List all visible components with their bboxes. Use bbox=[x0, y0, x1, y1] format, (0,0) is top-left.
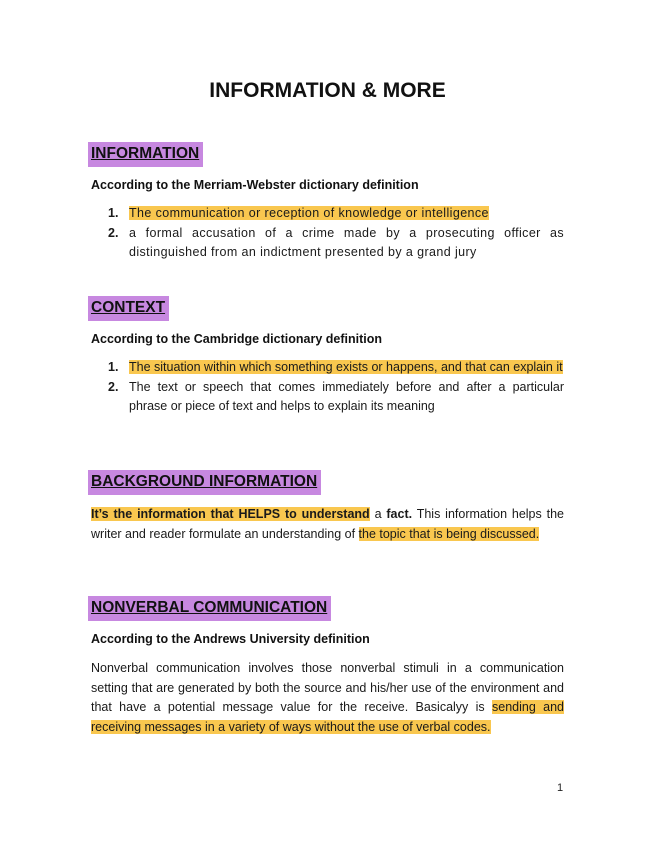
list-item-number: 2. bbox=[108, 379, 119, 394]
list-item bbox=[108, 378, 564, 417]
highlighted-text: sending and receiving messages in a variety of ways without the use of verbal codes. bbox=[91, 700, 564, 734]
highlighted-text: It’s the information that HELPS to understand bbox=[91, 507, 370, 521]
paragraph-text: Nonverbal communication involves those nonverbal stimuli in a communication setting that are generated by both the source and his/her use of the environment and that have a potential message value for the receive. Basicalyy is bbox=[91, 661, 564, 714]
section-heading-information: INFORMATION bbox=[88, 142, 203, 167]
section-source-information: According to the Merriam-Webster dictionary definition bbox=[91, 178, 419, 192]
bold-text: fact. bbox=[386, 507, 413, 521]
list-item-text: a formal accusation of a crime made by a prosecuting officer as distinguished from an indictment presented by a grand jury bbox=[129, 225, 564, 259]
page-title: INFORMATION & MORE bbox=[209, 79, 446, 102]
information-definition-list bbox=[108, 204, 564, 263]
section-heading-nonverbal: NONVERBAL COMMUNICATION bbox=[88, 596, 331, 621]
list-item-number: 1. bbox=[108, 360, 119, 374]
list-item-text: The text or speech that comes immediately before and after a particular phrase or piece of text and helps to explain its meaning bbox=[129, 379, 564, 413]
list-item bbox=[108, 224, 564, 263]
list-item-text: The communication or reception of knowledge or intelligence bbox=[129, 206, 489, 220]
page-number: 1 bbox=[557, 782, 564, 794]
context-definition-list bbox=[108, 358, 564, 417]
section-heading-context: CONTEXT bbox=[88, 296, 169, 321]
paragraph-text: This information helps the writer and reader formulate an understanding of bbox=[91, 507, 564, 541]
list-item-number: 1. bbox=[108, 206, 119, 220]
section-source-nonverbal: According to the Andrews University definition bbox=[91, 632, 370, 646]
list-item-number: 2. bbox=[108, 225, 119, 240]
list-item-text: The situation within which something exists or happens, and that can explain it bbox=[129, 360, 563, 374]
list-item bbox=[108, 358, 564, 378]
nonverbal-paragraph bbox=[91, 659, 564, 737]
section-source-context: According to the Cambridge dictionary definition bbox=[91, 332, 382, 346]
paragraph-text: a bbox=[369, 507, 387, 521]
section-heading-background: BACKGROUND INFORMATION bbox=[88, 470, 321, 495]
highlighted-text: the topic that is being discussed. bbox=[358, 526, 540, 541]
list-item bbox=[108, 204, 564, 224]
background-paragraph bbox=[91, 505, 564, 544]
